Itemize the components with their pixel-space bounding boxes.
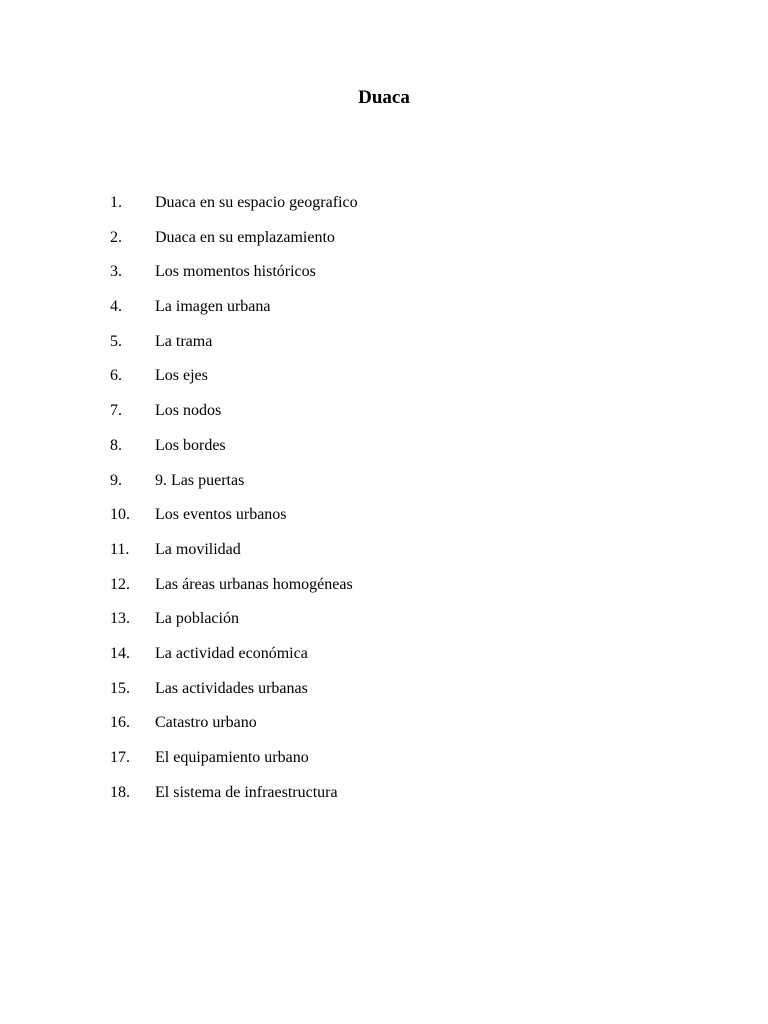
toc-item-text: Los bordes [155, 436, 226, 454]
toc-item-16 [110, 711, 670, 746]
toc-item-11 [110, 538, 670, 573]
toc-item-15 [110, 677, 670, 712]
toc-item-7 [110, 399, 670, 434]
toc-item-number: 7. [110, 402, 122, 420]
toc-item-text: Los eventos urbanos [155, 506, 287, 524]
toc-item-13 [110, 607, 670, 642]
toc-item-number: 17. [110, 749, 130, 766]
toc-item-number: 13. [110, 610, 130, 628]
toc-item-text: Los momentos históricos [155, 263, 316, 281]
toc-item-number: 15. [110, 679, 130, 697]
toc-item-text: Las áreas urbanas homogéneas [155, 575, 353, 593]
toc-item-text: La imagen urbana [155, 298, 271, 316]
toc-item-9 [110, 469, 670, 504]
table-of-contents [110, 191, 670, 815]
toc-item-number: 18. [110, 783, 130, 801]
toc-item-text: El sistema de infraestructura [155, 783, 338, 801]
toc-item-number: 2. [110, 228, 122, 246]
toc-item-5 [110, 330, 670, 365]
toc-item-number: 5. [110, 332, 122, 350]
toc-item-text: Las actividades urbanas [155, 679, 308, 697]
toc-item-18 [110, 781, 670, 816]
toc-item-text: 9. Las puertas [155, 471, 245, 489]
toc-item-number: 16. [110, 714, 130, 732]
toc-item-number: 8. [110, 436, 122, 454]
toc-item-2 [110, 226, 670, 261]
toc-item-number: 10. [110, 506, 130, 524]
toc-item-number: 12. [110, 575, 130, 593]
toc-item-text: La movilidad [155, 540, 241, 558]
toc-item-text: Los nodos [155, 402, 222, 420]
toc-item-10 [110, 503, 670, 538]
toc-item-text: Catastro urbano [155, 714, 257, 732]
toc-item-17 [110, 746, 670, 781]
toc-item-text: La trama [155, 332, 213, 350]
toc-item-text: El equipamiento urbano [155, 749, 309, 766]
toc-item-text: La actividad económica [155, 644, 308, 662]
toc-item-6 [110, 364, 670, 399]
toc-item-14 [110, 642, 670, 677]
toc-item-text: Duaca en su espacio geografico [155, 194, 358, 211]
toc-item-text: Los ejes [155, 367, 208, 385]
toc-item-number: 14. [110, 644, 130, 662]
toc-item-number: 9. [110, 471, 122, 489]
toc-item-8 [110, 434, 670, 469]
toc-item-number: 11. [110, 540, 130, 558]
toc-item-number: 3. [110, 263, 122, 281]
toc-item-number: 4. [110, 298, 122, 316]
toc-item-number: 1. [110, 194, 122, 211]
toc-item-1 [110, 191, 670, 226]
toc-item-number: 6. [110, 367, 122, 385]
toc-item-12 [110, 573, 670, 608]
toc-item-3 [110, 260, 670, 295]
toc-item-text: La población [155, 610, 239, 628]
toc-item-text: Duaca en su emplazamiento [155, 228, 335, 246]
toc-item-4 [110, 295, 670, 330]
page-title: Duaca [358, 87, 410, 108]
